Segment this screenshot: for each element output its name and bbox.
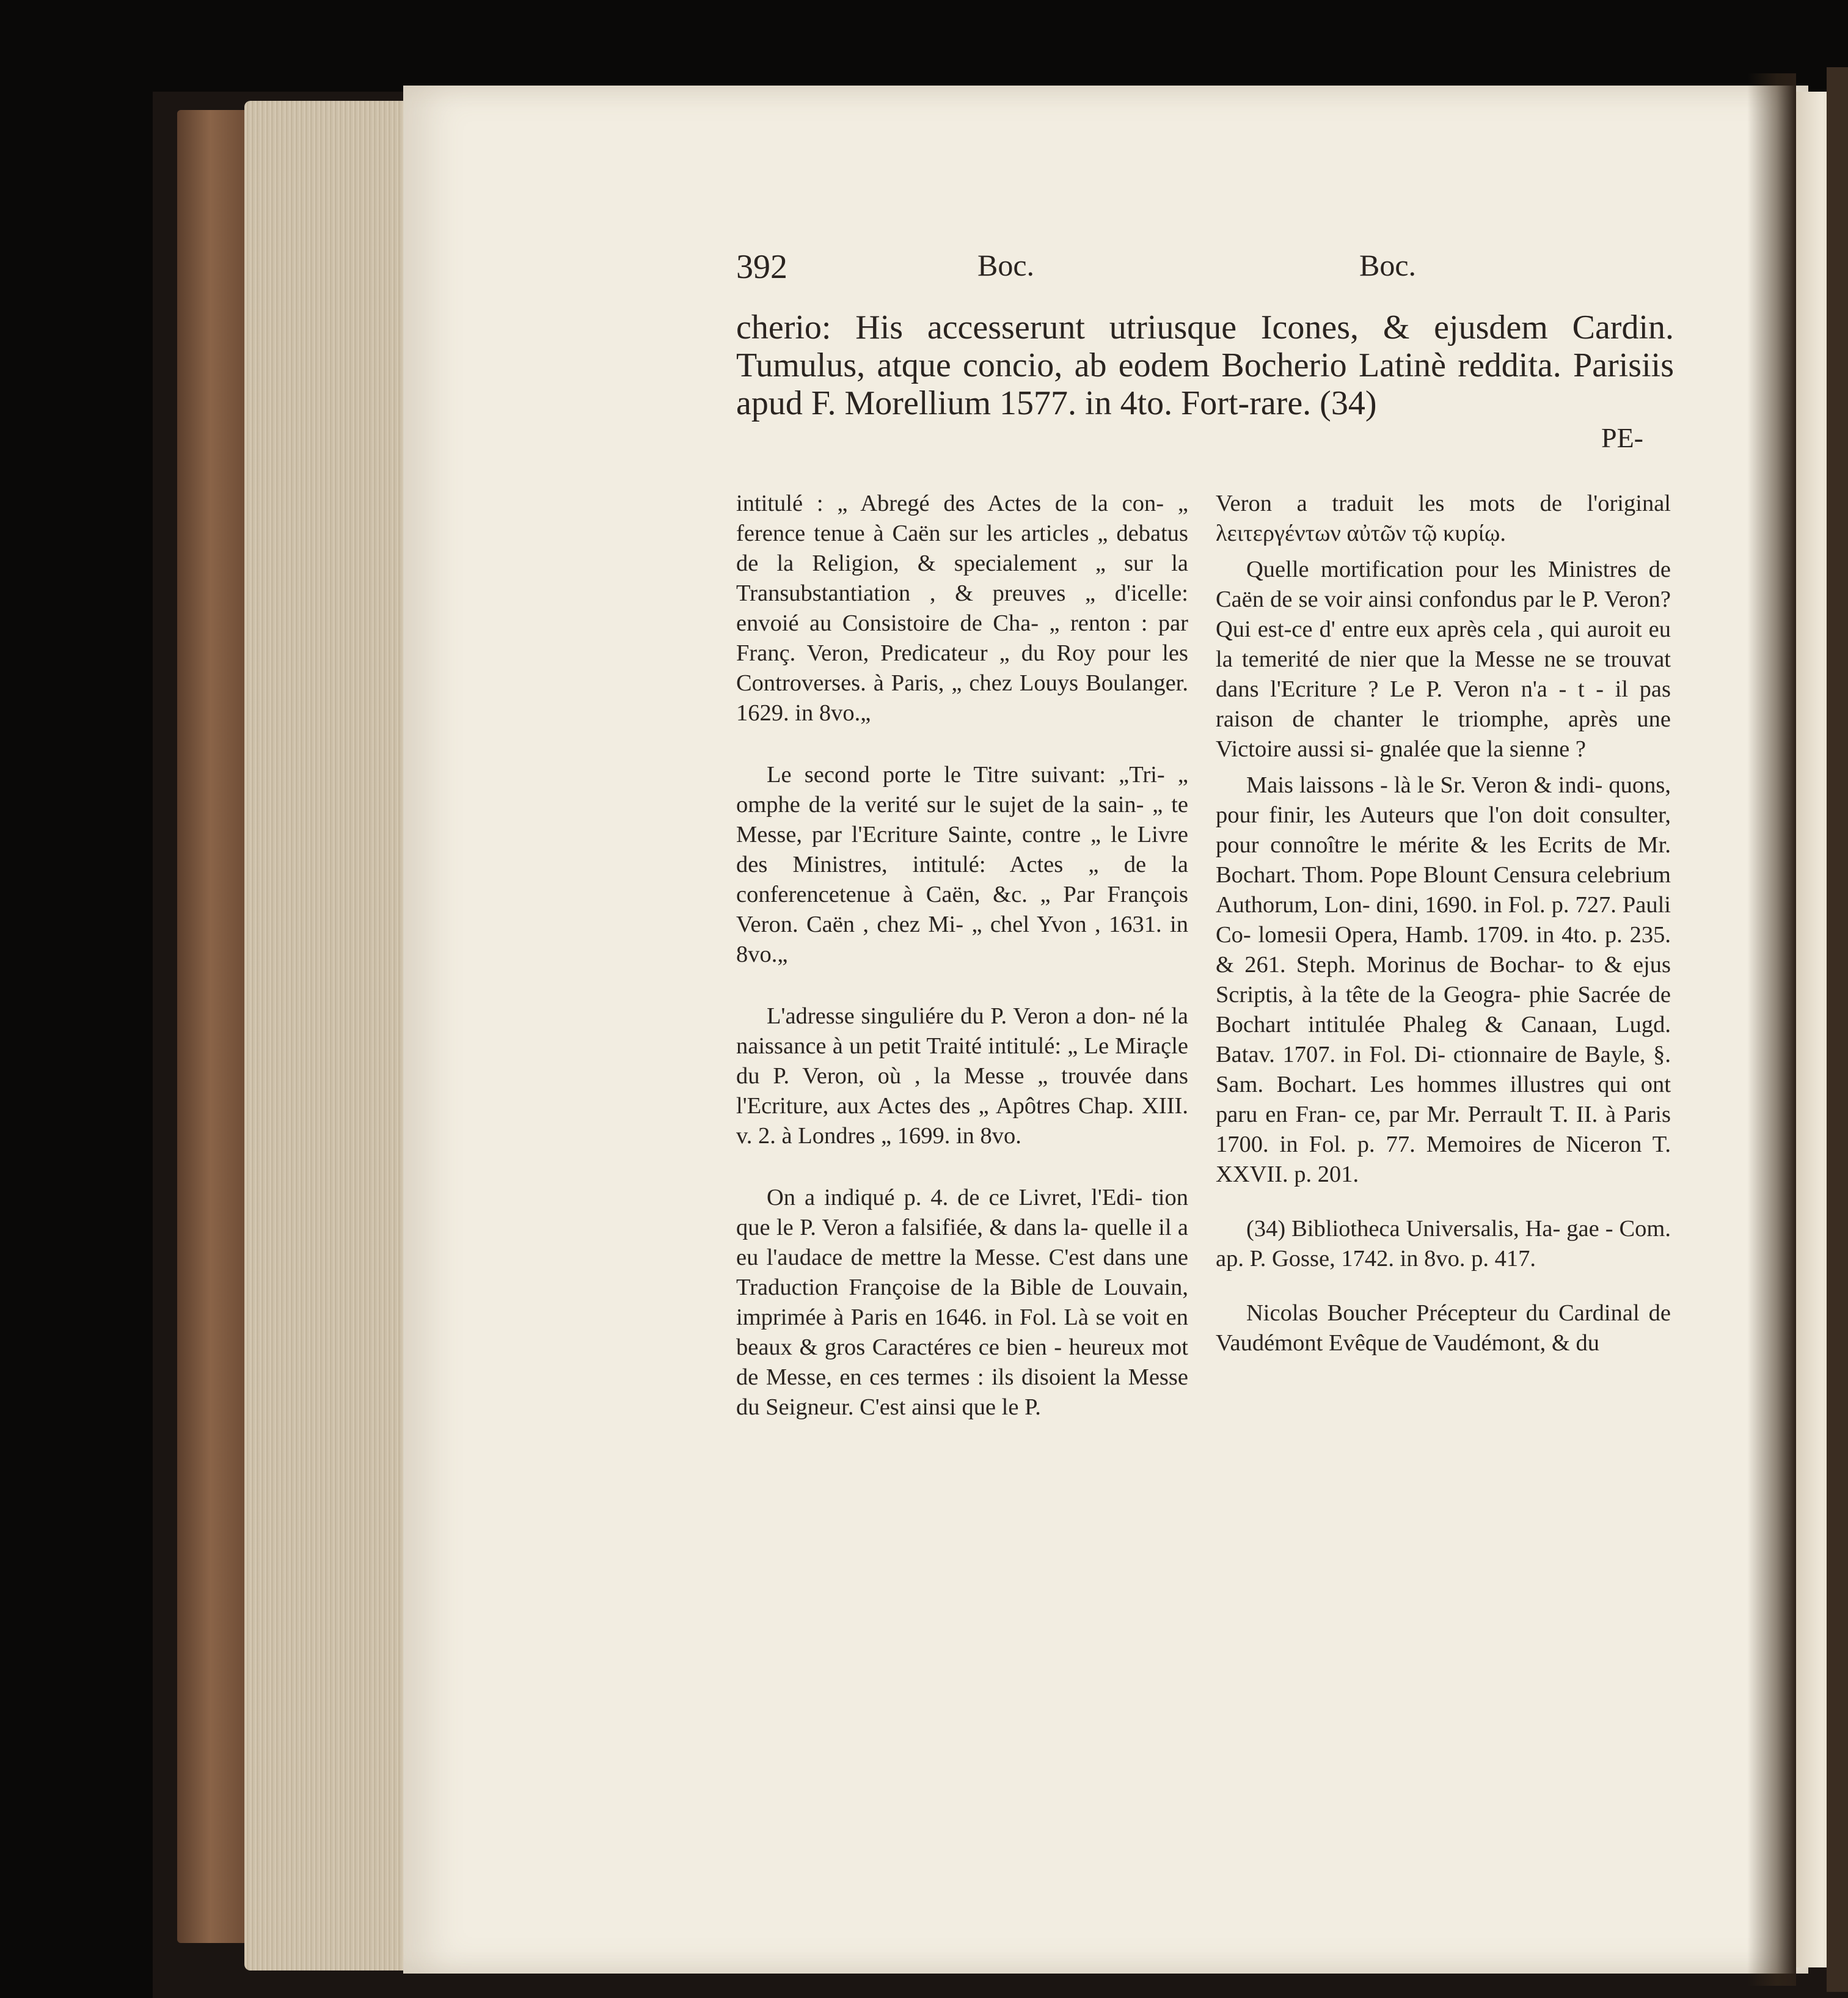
paragraph: intitulé : „ Abregé des Actes de la con- „ ference tenue à Caën sur les articles „ debatus de la Religion, & specialement „ sur la Transubstantiation , & preuves „ d'icelle: envoié au Consistoire de Cha- „ renton : par Franç. Veron, Predicateur „ du Roy pour les Controverses. à Paris, „ chez Louys Boulanger. 1629. in 8vo.„ — [736, 491, 1188, 726]
right-column — [1216, 489, 1671, 1390]
paragraph: L'adresse singuliére du P. Veron a don- né la naissance à un petit Traité intitulé: „ Le Miraçle du P. Veron, où , la Messe „ trouvée dans l'Ecriture, aux Actes des „ Apôtres Chap. XIII. v. 2. à Londres „ 1699. in 8vo. — [736, 1003, 1188, 1149]
book-gutter — [1747, 73, 1796, 1986]
continued-entry — [736, 309, 1674, 422]
catchword: PE- — [1601, 422, 1643, 453]
page-edges — [244, 101, 409, 1971]
continued-entry-text: cherio: His accesserunt utriusque Icones, & ejusdem Cardin. Tumulus, atque concio, ab eodem Bocherio Latinè reddita. Parisiis apud F. Morellium 1577. in 4to. Fort-rare. (34) — [736, 309, 1674, 422]
paragraph: On a indiqué p. 4. de ce Livret, l'Edi- tion que le P. Veron a falsifiée, & dans la- quelle il a eu l'audace de mettre la Messe. C'est dans une Traduction Françoise de la Bible de Louvain, imprimée à Paris en 1646. in Fol. Là se voit en beaux & gros Caractéres ce bien - heureux mot de Messe, en ces termes : ils disoient la Messe du Seigneur. C'est ainsi que le P. — [736, 1185, 1188, 1420]
paragraph: Le second porte le Titre suivant: „Tri- „ omphe de la verité sur le sujet de la sain- „ te Messe, par l'Ecriture Sainte, contre „ le Livre des Ministres, intitulé: Actes „ de la conferencetenue à Caën, &c. „ Par François Veron. Caën , chez Mi- „ chel Yvon , 1631. in 8vo.„ — [736, 762, 1188, 967]
paragraph: Nicolas Boucher Précepteur du Cardinal de Vaudémont Evêque de Vaudémont, & du — [1216, 1300, 1671, 1356]
running-title-right: Boc. — [1359, 248, 1417, 282]
footnote: (34) Bibliotheca Universalis, Ha- gae - Com. ap. P. Gosse, 1742. in 8vo. p. 417. — [1216, 1216, 1671, 1272]
paragraph: Mais laissons - là le Sr. Veron & indi- quons, pour finir, les Auteurs que l'on doit consulter, pour connoître le mérite & les Ecrits de Mr. Bochart. Thom. Pope Blount Censura celebrium Authorum, Lon- dini, 1690. in Fol. p. 727. Pauli Co- lomesii Opera, Hamb. 1709. in 4to. p. 235. & 261. Steph. Morinus de Bochar- to & ejus Scriptis, à la tête de la Geogra- phie Sacrée de Bochart intitulée Phaleg & Canaan, Lugd. Batav. 1707. in Fol. Di- ctionnaire de Bayle, §. Sam. Bochart. Les hommes illustres qui ont paru en Fran- ce, par Mr. Perrault T. II. à Paris 1700. in Fol. p. 77. Memoires de Niceron T. XXVII. p. 201. — [1216, 772, 1671, 1187]
paragraph: Quelle mortification pour les Ministres de Caën de se voir ainsi confondus par le P. Veron? Qui est-ce d' entre eux après cela , qui auroit eu la temerité de nier que la Messe ne se trouvat dans l'Ecriture ? Le P. Veron n'a - t - il pas raison de chanter le triomphe, après une Victoire aussi si- gnalée que la sienne ? — [1216, 557, 1671, 762]
book-cover-right — [1827, 67, 1848, 1992]
left-column — [736, 489, 1188, 1454]
paragraph: Veron a traduit les mots de l'original λειτεργέντων αὐτῶν τῷ κυρίῳ. — [1216, 491, 1671, 546]
running-title-left: Boc. — [977, 248, 1035, 282]
page-number: 392 — [736, 248, 787, 286]
book-cover-left — [177, 110, 250, 1943]
